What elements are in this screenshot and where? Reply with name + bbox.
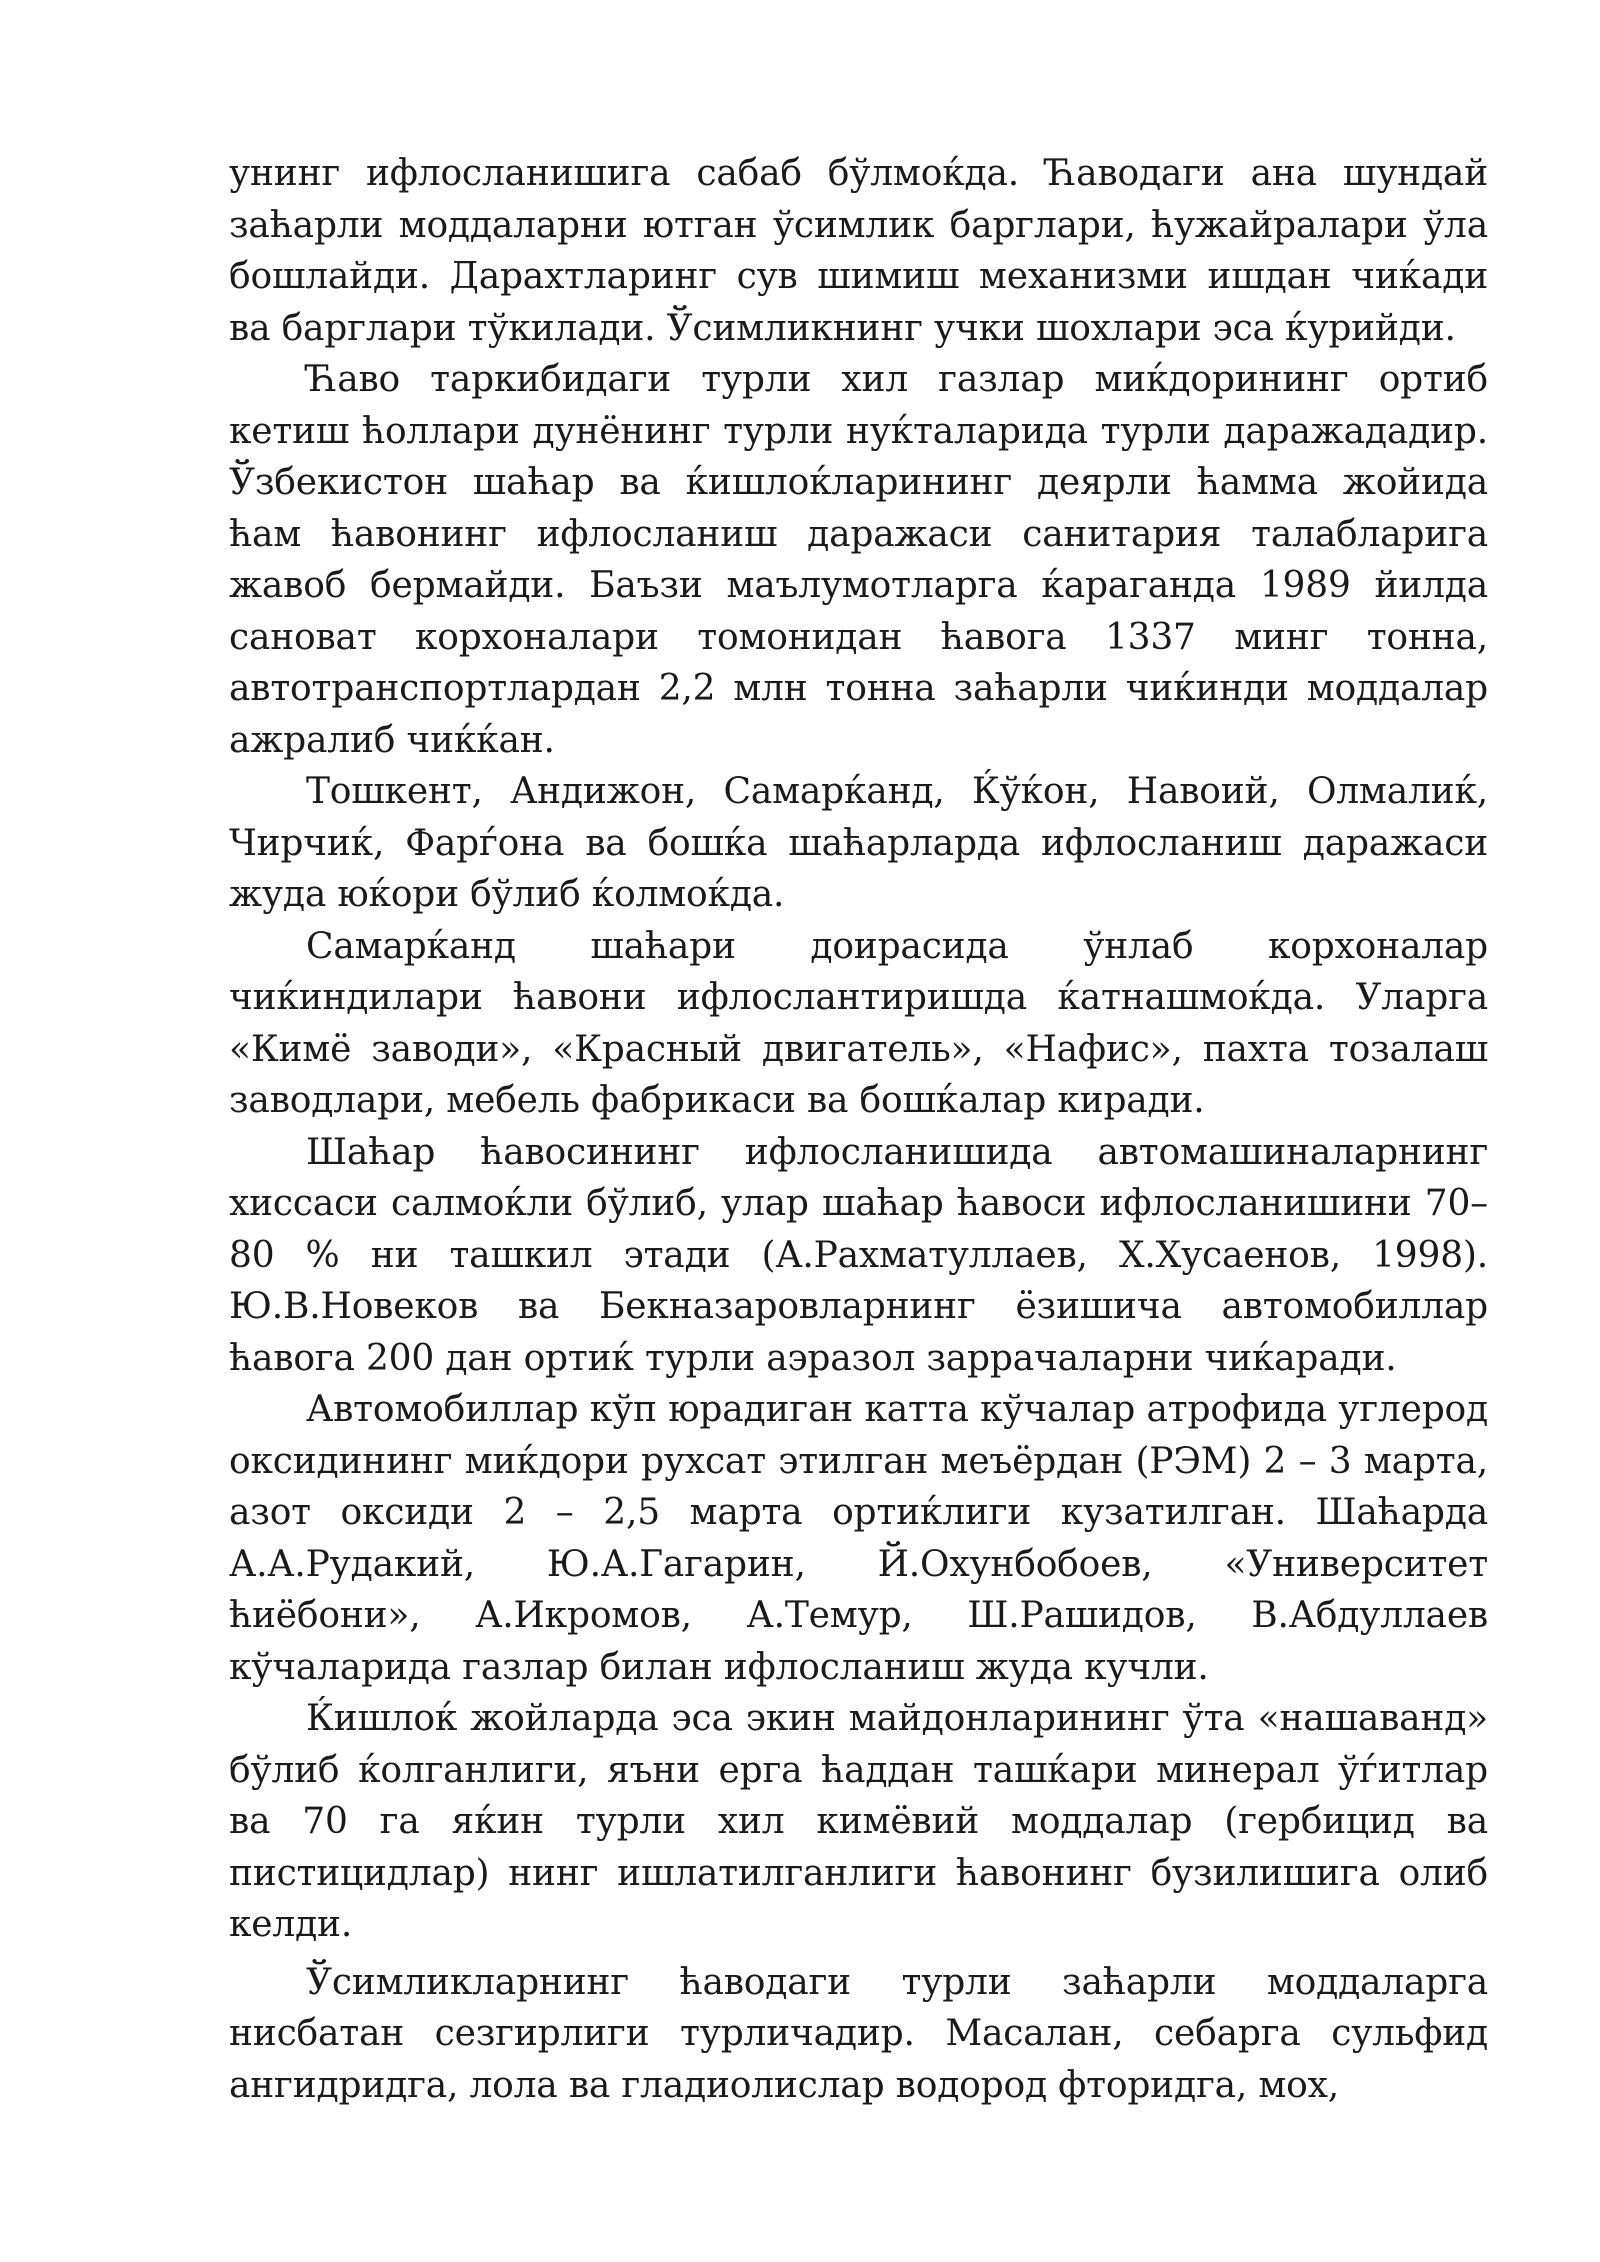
paragraph-cities: Тошкент, Андижон, Самарќанд, Ќўќон, Навоий, Олмалиќ, Чирчиќ, Фарѓона ва бошќа шаћарларда ифлосланиш даражаси жуда юќори бўлиб ќолмоќда. bbox=[229, 771, 1488, 915]
paragraph-samarkand: Самарќанд шаћари доирасида ўнлаб корхоналар чиќиндилари ћавони ифлослантиришда ќатнашмоќда. Уларга «Кимё заводи», «Красный двигатель», «Нафис», пахта тозалаш заводлари, мебель фабрикаси ва бошќалар киради. bbox=[229, 925, 1488, 1121]
document-page bbox=[229, 148, 1488, 2111]
paragraph-continuation: унинг ифлосланишига сабаб бўлмоќда. Ћаводаги ана шундай заћарли моддаларни ютган ўсимлик барглари, ћужайралари ўла бошлайди. Дарахтларинг сув шимиш механизми ишдан чиќади ва барглари тўкилади. Ўсимликнинг учки шохлари эса ќурийди. bbox=[229, 153, 1488, 349]
paragraph-rural: Ќишлоќ жойларда эса экин майдонларининг ўта «нашаванд» бўлиб ќолганлиги, яъни ерга ћаддан ташќари минерал ўѓитлар ва 70 га яќин турли хил кимёвий моддалар (гербицид ва пистицидлар) нинг ишлатилганлиги ћавонинг бузилишига олиб келди. bbox=[229, 1698, 1488, 1945]
paragraph-air-composition: Ћаво таркибидаги турли хил газлар миќдорининг ортиб кетиш ћоллари дунёнинг турли нуќталарида турли даражададир. Ўзбекистон шаћар ва ќишлоќларининг деярли ћамма жойида ћам ћавонинг ифлосланиш даражаси санитария талабларига жавоб бермайди. Баъзи маълумотларга ќараганда 1989 йилда сановат корхоналари томонидан ћавога 1337 минг тонна, автотранспортлардан 2,2 млн тонна заћарли чиќинди моддалар ажралиб чиќќан. bbox=[229, 359, 1488, 761]
paragraph-vehicles: Шаћар ћавосининг ифлосланишида автомашиналарнинг хиссаси салмоќли бўлиб, улар шаћар ћавоси ифлосланишини 70–80 % ни ташкил этади (А.Рахматуллаев, Х.Хусаенов, 1998). Ю.В.Новеков ва Бекназаровларнинг ёзишича автомобиллар ћавога 200 дан ортиќ турли аэразол заррачаларни чиќаради. bbox=[229, 1131, 1488, 1379]
paragraph-plant-sensitivity: Ўсимликларнинг ћаводаги турли заћарли моддаларга нисбатан сезгирлиги турличадир. Масалан, себарга сульфид ангидридга, лола ва гладиолислар водород фторидга, мох, bbox=[229, 1961, 1488, 2106]
paragraph-streets: Автомобиллар кўп юрадиган катта кўчалар атрофида углерод оксидининг миќдори рухсат этилган меъёрдан (РЭМ) 2 – 3 марта, азот оксиди 2 – 2,5 марта ортиќлиги кузатилган. Шаћарда А.А.Рудакий, Ю.А.Гагарин, Й.Охунбобоев, «Университет ћиёбони», А.Икромов, А.Темур, Ш.Рашидов, В.Абдуллаев кўчаларида газлар билан ифлосланиш жуда кучли. bbox=[229, 1389, 1488, 1688]
